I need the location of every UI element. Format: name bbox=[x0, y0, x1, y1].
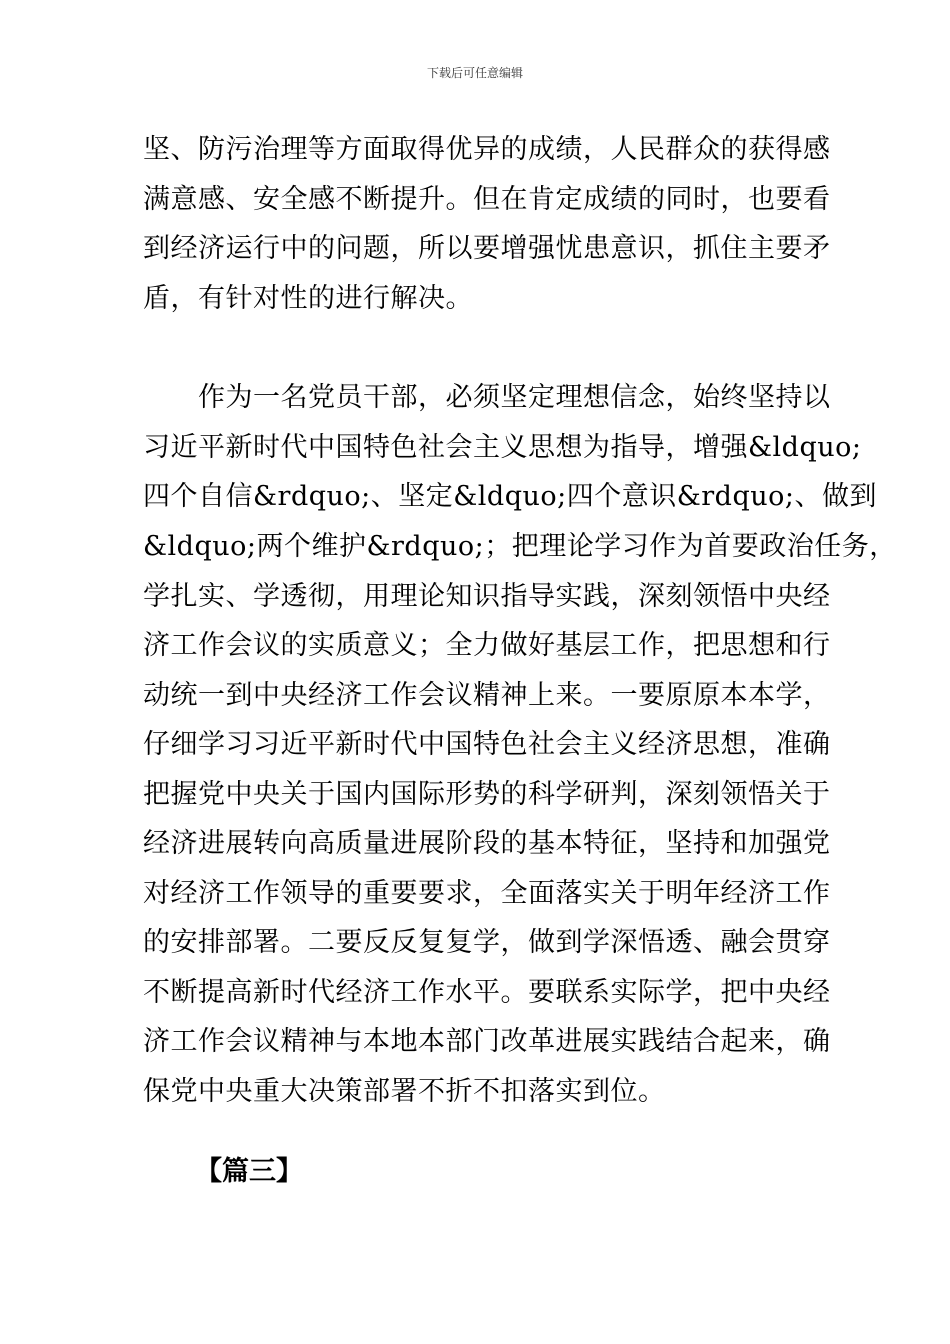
text-line: 仔细学习习近平新时代中国特色社会主义经济思想，准确 bbox=[143, 729, 831, 760]
text-line: 对经济工作领导的重要要求，全面落实关于明年经济工作 bbox=[143, 878, 831, 909]
page-header: 下载后可任意编辑 bbox=[426, 66, 523, 80]
text-line: 保党中央重大决策部署不折不扣落实到位。 bbox=[143, 1076, 666, 1107]
section-heading: 【篇三】 bbox=[195, 1156, 303, 1187]
text-line: 满意感、安全感不断提升。但在肯定成绩的同时，也要看 bbox=[143, 184, 831, 215]
text-line: 习近平新时代中国特色社会主义思想为指导，增强&ldquo; bbox=[143, 432, 862, 463]
text-line: 四个自信&rdquo;、坚定&ldquo;四个意识&rdquo;、做到 bbox=[143, 481, 877, 512]
text-line: 济工作会议的实质意义；全力做好基层工作，把思想和行 bbox=[143, 630, 831, 661]
text-line: 作为一名党员干部，必须坚定理想信念，始终坚持以 bbox=[143, 382, 831, 413]
text-line: 动统一到中央经济工作会议精神上来。一要原原本本学， bbox=[143, 680, 831, 711]
text-line: 到经济运行中的问题，所以要增强忧患意识，抓住主要矛 bbox=[143, 233, 831, 264]
text-line: &ldquo;两个维护&rdquo;；把理论学习作为首要政治任务， bbox=[143, 531, 897, 562]
text-line: 的安排部署。二要反反复复学，做到学深悟透、融会贯穿 bbox=[143, 927, 831, 958]
text-line: 不断提高新时代经济工作水平。要联系实际学，把中央经 bbox=[143, 977, 831, 1008]
text-line: 把握党中央关于国内国际形势的科学研判，深刻领悟关于 bbox=[143, 779, 831, 810]
text-line: 经济进展转向高质量进展阶段的基本特征，坚持和加强党 bbox=[143, 828, 831, 859]
text-line: 学扎实、学透彻，用理论知识指导实践，深刻领悟中央经 bbox=[143, 581, 831, 612]
text-line: 盾，有针对性的进行解决。 bbox=[143, 283, 473, 314]
text-line: 济工作会议精神与本地本部门改革进展实践结合起来，确 bbox=[143, 1026, 831, 1057]
text-line: 坚、防污治理等方面取得优异的成绩，人民群众的获得感 bbox=[143, 134, 831, 165]
